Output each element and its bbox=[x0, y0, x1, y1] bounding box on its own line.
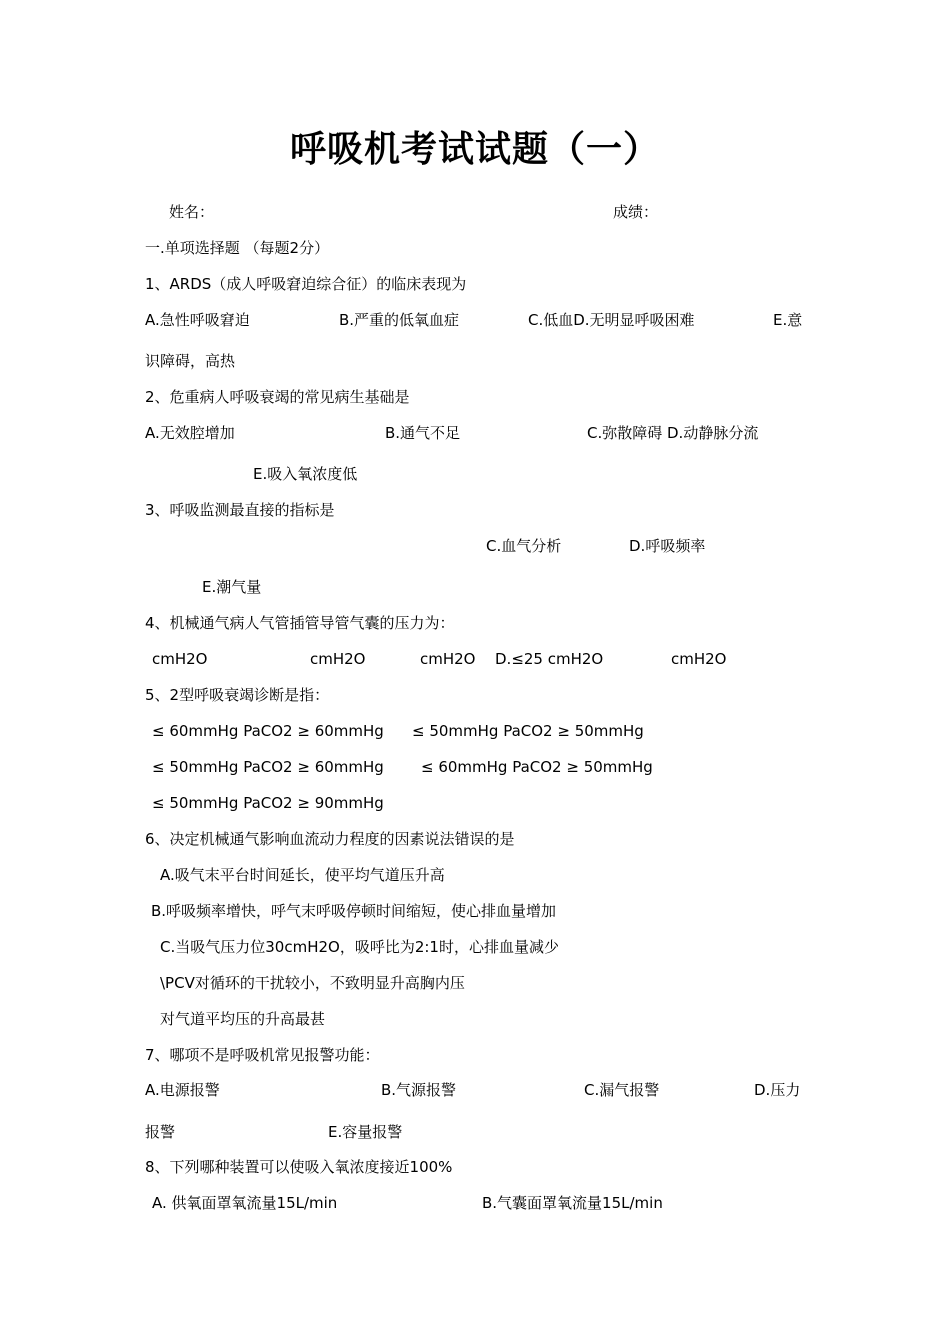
question-5-option-3: ≤ 50mmHg PaCO2 ≥ 60mmHg bbox=[152, 758, 384, 776]
question-5-stem: 5、2型呼吸衰竭诊断是指： bbox=[145, 686, 330, 704]
question-1-option-a: A.急性呼吸窘迫 bbox=[145, 311, 250, 329]
question-3-option-c: C.血气分析 bbox=[486, 537, 562, 555]
question-8-option-a: A. 供氧面罩氧流量15L/min bbox=[152, 1194, 338, 1212]
question-2-option-cd: C.弥散障碍 D.动静脉分流 bbox=[587, 424, 759, 442]
question-4-option-2: cmH2O bbox=[310, 650, 366, 668]
question-6-option-a: A.吸气末平台时间延长，使平均气道压升高 bbox=[160, 866, 445, 884]
question-4-option-5: cmH2O bbox=[671, 650, 727, 668]
question-3-stem: 3、呼吸监测最直接的指标是 bbox=[145, 501, 335, 519]
section-heading: 一.单项选择题 （每题2分） bbox=[145, 239, 330, 257]
question-5-option-5: ≤ 50mmHg PaCO2 ≥ 90mmHg bbox=[152, 794, 384, 812]
question-2-option-e: E.吸入氧浓度低 bbox=[253, 465, 358, 483]
question-8-stem: 8、下列哪种装置可以使吸入氧浓度接近100% bbox=[145, 1158, 453, 1176]
question-5-option-4: ≤ 60mmHg PaCO2 ≥ 50mmHg bbox=[421, 758, 653, 776]
question-1-option-e: E.意 bbox=[773, 311, 803, 329]
question-1-option-cd: C.低血D.无明显呼吸困难 bbox=[528, 311, 695, 329]
question-3-option-d: D.呼吸频率 bbox=[629, 537, 706, 555]
question-4-option-1: cmH2O bbox=[152, 650, 208, 668]
question-6-option-c: C.当吸气压力位30cmH2O，吸呼比为2:1时，心排血量减少 bbox=[160, 938, 559, 956]
question-7-option-c: C.漏气报警 bbox=[584, 1081, 660, 1099]
question-4-stem: 4、机械通气病人气管插管导管气囊的压力为： bbox=[145, 614, 455, 632]
question-1-option-e-continued: 识障碍，高热 bbox=[145, 352, 236, 370]
question-2-option-a: A.无效腔增加 bbox=[145, 424, 235, 442]
question-5-option-1: ≤ 60mmHg PaCO2 ≥ 60mmHg bbox=[152, 722, 384, 740]
question-2-option-b: B.通气不足 bbox=[385, 424, 461, 442]
question-3-option-e: E.潮气量 bbox=[202, 578, 262, 596]
question-7-option-d-continued: 报警 bbox=[145, 1123, 176, 1141]
question-2-stem: 2、危重病人呼吸衰竭的常见病生基础是 bbox=[145, 388, 410, 406]
question-5-option-2: ≤ 50mmHg PaCO2 ≥ 50mmHg bbox=[412, 722, 644, 740]
question-7-option-d: D.压力 bbox=[754, 1081, 801, 1099]
question-7-option-a: A.电源报警 bbox=[145, 1081, 220, 1099]
question-6-option-e: 对气道平均压的升高最甚 bbox=[160, 1010, 326, 1028]
question-1-stem: 1、ARDS（成人呼吸窘迫综合征）的临床表现为 bbox=[145, 275, 467, 293]
question-6-option-b: B.呼吸频率增快，呼气末呼吸停顿时间缩短，使心排血量增加 bbox=[151, 902, 557, 920]
question-7-stem: 7、哪项不是呼吸机常见报警功能： bbox=[145, 1046, 380, 1064]
question-1-option-b: B.严重的低氧血症 bbox=[339, 311, 460, 329]
question-6-stem: 6、决定机械通气影响血流动力程度的因素说法错误的是 bbox=[145, 830, 515, 848]
question-4-option-3: cmH2O bbox=[420, 650, 476, 668]
question-8-option-b: B.气囊面罩氧流量15L/min bbox=[482, 1194, 663, 1212]
page-title: 呼吸机考试试题（一） bbox=[289, 129, 660, 170]
score-label: 成绩： bbox=[613, 203, 659, 221]
name-label: 姓名： bbox=[169, 203, 215, 221]
question-4-option-d: D.≤25 cmH2O bbox=[495, 650, 604, 668]
question-7-option-e: E.容量报警 bbox=[328, 1123, 403, 1141]
question-6-option-d: \PCV对循环的干扰较小，不致明显升高胸内压 bbox=[160, 974, 465, 992]
question-7-option-b: B.气源报警 bbox=[381, 1081, 457, 1099]
